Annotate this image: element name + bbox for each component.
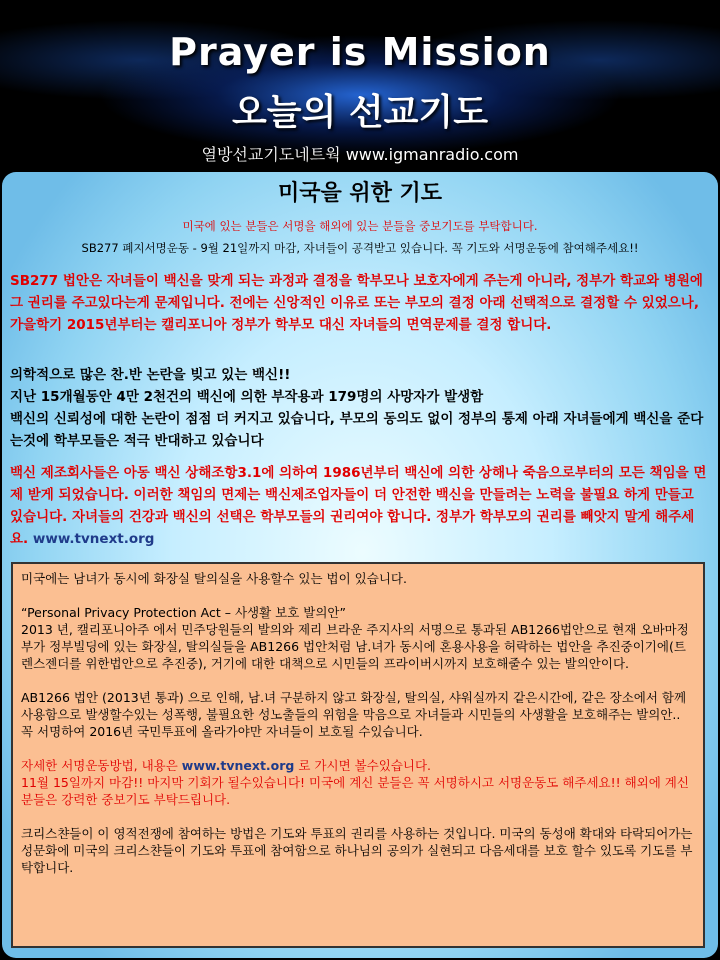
intro-request: 미국에 있는 분들은 서명을 해외에 있는 분들을 중보기도를 부탁합니다. — [182, 219, 538, 233]
box-more-after: 로 가시면 볼수있습니다. — [294, 758, 432, 773]
paragraph-sb277: SB277 법안은 자녀들이 백신을 맞게 되는 과정과 결정을 학부모나 보호자에게 주는게 아니라, 정부가 학교와 병원에 그 권리를 주고있다는게 문제입니다. 전에는 신앙적인 이유로 또는 부모의 결정 아래 선택적으로 결정할 수 있었으나, 가을학기 2015년부터는 캘리포니아 정부가 학부모 대신 자녀들의 면역문제를 결정 합니다. — [10, 273, 703, 333]
box-act-title: “Personal Privacy Protection Act – 사생활 보호 발의안” — [21, 605, 346, 620]
box-more-info — [21, 757, 695, 774]
box-deadline: 11월 15일까지 마감!! 마지막 기회가 될수있습니다! 미국에 계신 분들은 꼭 서명하시고 서명운동도 해주세요!! 해외에 계신 분들은 강력한 중보기도 부탁드립니다. — [21, 775, 689, 807]
paragraph-vaccine-controversy: 의학적으로 많은 찬.반 논란을 빚고 있는 백신!! — [10, 367, 291, 383]
tvnext-link[interactable]: www.tvnext.org — [32, 531, 155, 547]
header-subtitle: 오늘의 선교기도 — [232, 92, 488, 133]
box-closing: 크리스챤들이 이 영적전쟁에 참여하는 방법은 기도와 투표의 권리를 사용하는 것입니다. 미국의 동성애 확대와 타락되어가는 성문화에 미국의 크리스챤들이 기도와 투표에 참여함으로 하나님의 공의가 실현되고 다음세대를 보호 할수 있도록 기도를 부탁합니다. — [21, 826, 693, 875]
header-title: Prayer is Mission — [169, 30, 551, 74]
box-ab1266-body: AB1266 법안 (2013년 통과) 으로 인해, 남.녀 구분하지 않고 화장실, 탈의실, 샤워실까지 같은시간에, 같은 장소에서 함께 사용함으로 발생할수있는 성폭행, 불필요한 성노출들의 위험을 막음으로 자녀들과 시민들의 사생활을 보호해주는 발의안.. 꼭 서명하여 2016년 국민투표에 올라가야만 자녀들이 보호될 수있습니다. — [21, 690, 687, 739]
box-more-before: 자세한 서명운동방법, 내용은 — [21, 758, 182, 773]
paragraph-manufacturers — [10, 462, 710, 550]
paragraph-side-effects: 지난 15개월동안 4만 2천건의 백신에 의한 부작용과 179명의 사망자가 발생함 — [10, 389, 484, 405]
box-tvnext-link[interactable]: www.tvnext.org — [181, 758, 295, 773]
box-intro: 미국에는 남녀가 동시에 화장실 탈의실을 사용할수 있는 법이 있습니다. — [21, 571, 407, 586]
manufacturers-text: 백신 제조회사들은 아동 백신 상해조항3.1에 의하여 1986년부터 백신에 의한 상해나 죽음으로부터의 모든 책임을 면제 받게 되었습니다. 이러한 책임의 면제는 백신제조업자들이 더 안전한 백신을 만들려는 노력을 불필요 하게 만들고 있습니다. 자녀들의 건강과 백신의 선택은 학부모들의 권리여야 합니다. 정부가 학부모의 권리를 빼앗지 말게 해주세요. — [10, 465, 707, 547]
header-network: 열방선교기도네트웍 www.igmanradio.com — [201, 145, 519, 164]
intro-deadline: SB277 폐지서명운동 - 9월 21일까지 마감, 자녀들이 공격받고 있습니다. 꼭 기도와 서명운동에 참여해주세요!! — [81, 241, 639, 255]
topic-heading: 미국을 위한 기도 — [277, 181, 443, 206]
header-banner — [0, 0, 720, 170]
paragraph-parents-oppose: 백신의 신뢰성에 대한 논란이 점점 더 커지고 있습니다, 부모의 동의도 없이 정부의 통제 아래 자녀들에게 백신을 준다는것에 학부모들은 적극 반대하고 있습니다 — [10, 411, 704, 449]
privacy-act-box — [11, 562, 705, 948]
box-act-body: 2013 년, 캘리포니아주 에서 민주당원들의 발의와 제리 브라운 주지사의 서명으로 통과된 AB1266법안으로 현재 오바마정부가 정부빌딩에 있는 화장실, 탈의실들을 AB1266 법안처럼 남.녀가 동시에 혼용사용을 허락하는 법안을 추진중이기에(트렌스젠더를 위한법안으로 추진중), 거기에 대한 대책으로 시민들의 프라이버시까지 보호해줄수 있는 발의안이다. — [21, 622, 689, 671]
